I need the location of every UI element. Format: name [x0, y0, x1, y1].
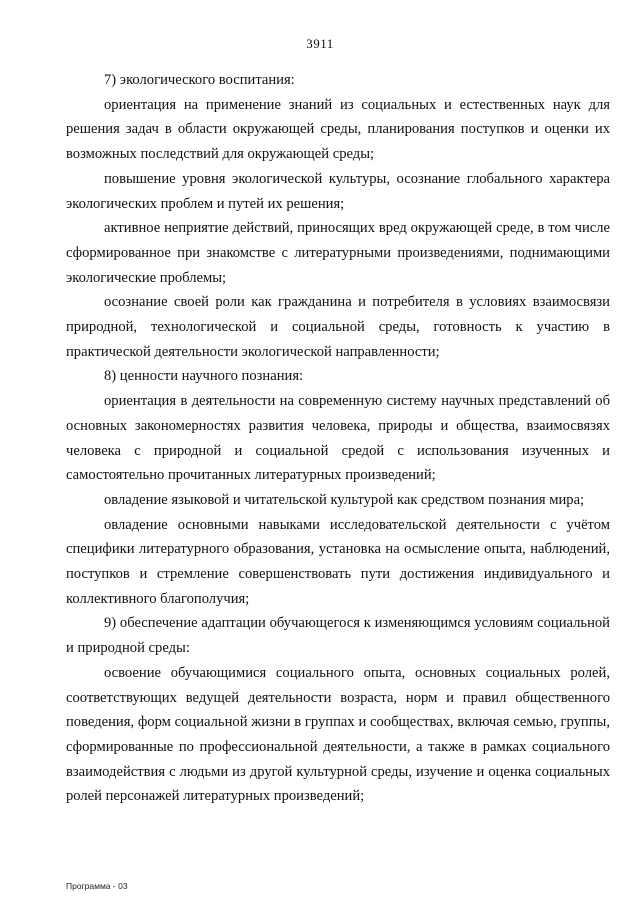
paragraph: ориентация в деятельности на современную систему научных представлений об основных закономерностях развития человека, природы и общества, взаимосвязях человека с природной и социальной средой с использования изученных и самостоятельно прочитанных литературных произведений; [66, 393, 610, 484]
paragraph: повышение уровня экологической культуры, осознание глобального характера экологических проблем и путей их решения; [66, 170, 610, 212]
section-heading: 9) обеспечение адаптации обучающегося к изменяющимся условиям социальной и природной среды: [66, 615, 610, 657]
paragraph: овладение основными навыками исследовательской деятельности с учётом специфики литературного образования, установка на осмысление опыта, наблюдений, поступков и стремление совершенствовать пути достижения индивидуального и коллективного благополучия; [66, 516, 610, 607]
paragraph: ориентация на применение знаний из социальных и естественных наук для решения задач в области окружающей среды, планирования поступков и оценки их возможных последствий для окружающей среды; [66, 96, 610, 163]
footer-label: Программа - 03 [66, 881, 128, 891]
paragraph: осознание своей роли как гражданина и потребителя в условиях взаимосвязи природной, технологической и социальной среды, готовность к участию в практической деятельности экологической направленности; [66, 294, 610, 360]
section-heading: 7) экологического воспитания: [104, 72, 295, 88]
paragraph: овладение языковой и читательской культурой как средством познания мира; [104, 491, 585, 508]
section-heading: 8) ценности научного познания: [104, 368, 304, 385]
page-number: 3911 [306, 36, 334, 51]
document-body [66, 68, 610, 809]
paragraph: освоение обучающимися социального опыта, основных социальных ролей, соответствующих ведущей деятельности возраста, норм и правил общественного поведения, форм социальной жизни в группах и сообществах, включая семью, группы, сформированные по профессиональной деятельности, а также в рамках социального взаимодействия с людьми из другой культурной среды, изучение и оценка социальных ролей персонажей литературных произведений; [66, 664, 610, 805]
paragraph: активное неприятие действий, приносящих вред окружающей среде, в том числе сформированное при знакомстве с литературными произведениями, поднимающими экологические проблемы; [66, 220, 610, 286]
